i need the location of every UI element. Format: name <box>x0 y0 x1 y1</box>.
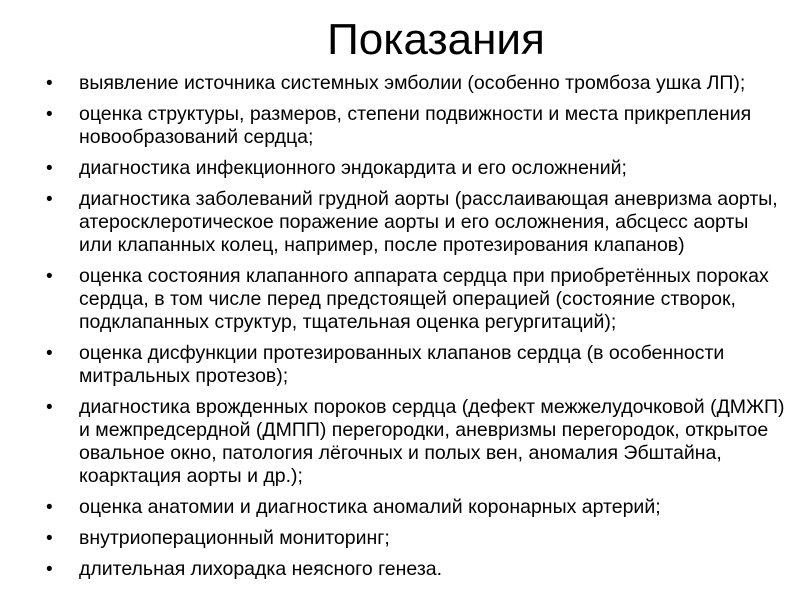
bullet-icon: • <box>46 397 53 418</box>
bullet-icon: • <box>46 528 53 549</box>
list-item <box>46 103 786 149</box>
list-item-text: внутриоперационный мониторинг; <box>79 527 390 549</box>
list-item <box>46 72 786 95</box>
list-item <box>46 558 786 581</box>
list-item-text: оценка структуры, размеров, степени подвижности и места прикрепления новообразований сердца; <box>79 103 752 148</box>
list-item <box>46 396 786 488</box>
list-item-text: оценка анатомии и диагностика аномалий коронарных артерий; <box>79 496 661 518</box>
bullet-icon: • <box>46 559 53 580</box>
bullet-icon: • <box>46 104 53 125</box>
slide-title: Показания <box>327 15 545 64</box>
bullet-icon: • <box>46 189 53 210</box>
list-item-text: диагностика врожденных пороков сердца (дефект межжелудочковой (ДМЖП) и межпредсердной (ДМПП) перегородки, аневризмы перегородок, открытое овальное окно, патология лёгочных и полых вен, аномалия Эбштайна, коарктация аорты и др.); <box>79 396 785 487</box>
list-item-text: диагностика инфекционного эндокардита и его осложнений; <box>79 157 627 179</box>
list-item <box>46 265 786 334</box>
bullet-icon: • <box>46 266 53 287</box>
indications-list <box>46 72 786 589</box>
list-item-text: диагностика заболеваний грудной аорты (расслаивающая аневризма аорты, атеросклеротическое поражение аорты и его осложнения, абсцесс аорты или клапанных колец, например, после протезирования клапанов) <box>79 188 778 256</box>
bullet-icon: • <box>46 497 53 518</box>
list-item-text: оценка дисфункции протезированных клапанов сердца (в особенности митральных протезов); <box>79 342 725 387</box>
list-item <box>46 188 786 257</box>
list-item-text: длительная лихорадка неясного генеза. <box>79 558 443 580</box>
list-item-text: оценка состояния клапанного аппарата сердца при приобретённых пороках сердца, в том числе перед предстоящей операцией (состояние створок, подклапанных структур, тщательная оценка регургитаций); <box>79 265 769 333</box>
bullet-icon: • <box>46 158 53 179</box>
list-item <box>46 527 786 550</box>
list-item <box>46 496 786 519</box>
list-item-text: выявление источника системных эмболии (особенно тромбоза ушка ЛП); <box>79 72 746 94</box>
list-item <box>46 342 786 388</box>
bullet-icon: • <box>46 343 53 364</box>
list-item <box>46 157 786 180</box>
bullet-icon: • <box>46 73 53 94</box>
